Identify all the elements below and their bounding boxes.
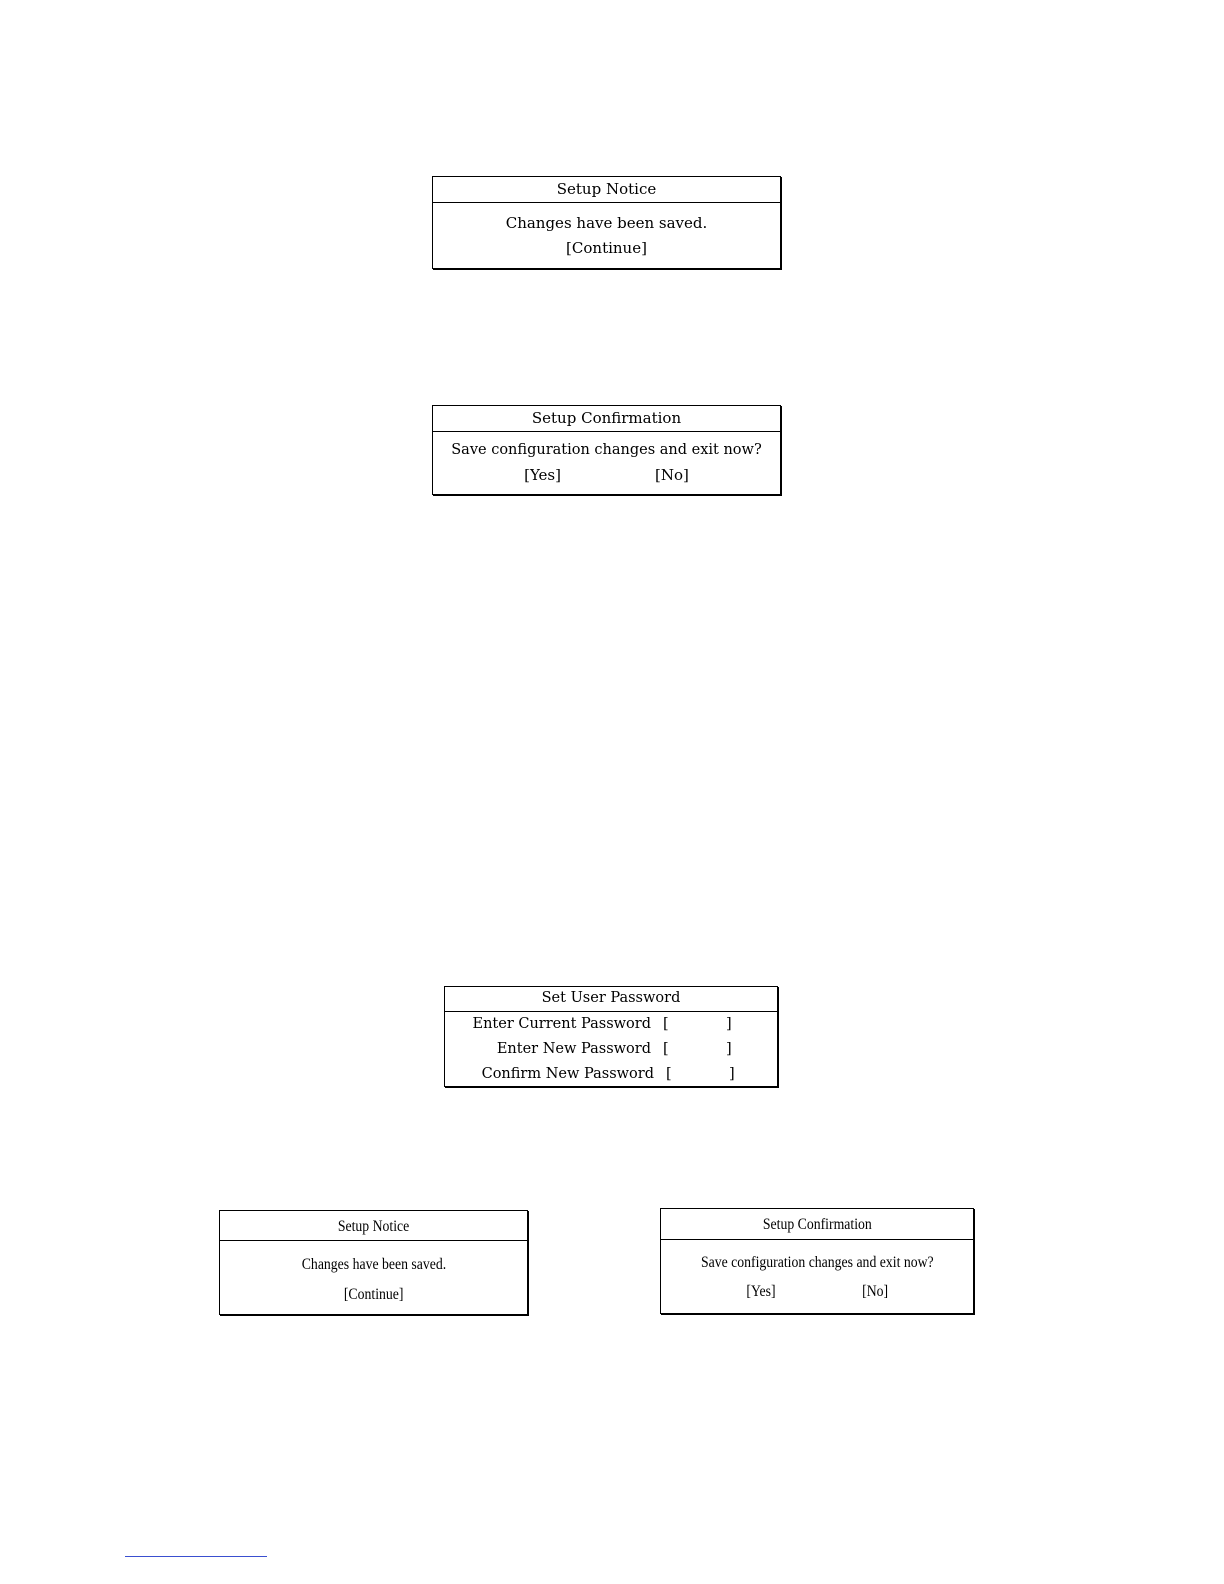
confirm-password-label: Confirm New Password bbox=[481, 1066, 654, 1082]
dialog-title: Set User Password bbox=[445, 987, 777, 1012]
no-button[interactable]: [No] bbox=[861, 1283, 888, 1300]
notice-message: Changes have been saved. bbox=[505, 214, 708, 232]
confirm-message: Save configuration changes and exit now? bbox=[451, 442, 762, 458]
setup-notice-dialog bbox=[432, 176, 781, 269]
confirm-message-text: Save configuration changes and exit now? bbox=[700, 1254, 934, 1271]
bracket-open: [ bbox=[663, 1041, 669, 1057]
continue-button-text[interactable]: [Continue] bbox=[343, 1286, 404, 1303]
setup-confirmation-dialog bbox=[432, 405, 781, 495]
dialog-body bbox=[433, 432, 780, 488]
new-password-label: Enter New Password bbox=[496, 1041, 651, 1057]
bracket-close: ] bbox=[726, 1041, 732, 1057]
no-button[interactable]: [No] bbox=[655, 466, 689, 484]
dialog-title: Setup Confirmation bbox=[433, 406, 780, 432]
yes-button[interactable]: [Yes] bbox=[746, 1283, 776, 1300]
current-password-label: Enter Current Password bbox=[472, 1016, 651, 1032]
confirm-message bbox=[661, 1249, 973, 1276]
continue-button[interactable] bbox=[220, 1278, 527, 1311]
bracket-close: ] bbox=[726, 1016, 732, 1032]
dialog-body bbox=[220, 1241, 527, 1311]
setup-confirmation-dialog-2 bbox=[660, 1208, 974, 1314]
setup-notice-dialog-2 bbox=[219, 1210, 528, 1315]
dialog-title-text: Setup Confirmation bbox=[762, 1216, 872, 1233]
dialog-body bbox=[661, 1240, 973, 1308]
dialog-title: Setup Notice bbox=[433, 177, 780, 203]
bracket-open: [ bbox=[666, 1066, 672, 1082]
password-row-new bbox=[445, 1038, 777, 1063]
dialog-body bbox=[433, 203, 780, 262]
dialog-title bbox=[661, 1209, 973, 1240]
bracket-open: [ bbox=[663, 1016, 669, 1032]
notice-message bbox=[220, 1251, 527, 1278]
notice-message-text: Changes have been saved. bbox=[301, 1256, 446, 1273]
bracket-close: ] bbox=[729, 1066, 735, 1082]
password-row-confirm bbox=[445, 1063, 777, 1088]
yes-button[interactable]: [Yes] bbox=[524, 466, 561, 484]
confirm-password-field[interactable] bbox=[676, 1067, 728, 1083]
current-password-field[interactable] bbox=[673, 1017, 725, 1033]
new-password-field[interactable] bbox=[673, 1042, 725, 1058]
dialog-title-text: Setup Notice bbox=[337, 1218, 410, 1235]
continue-button[interactable]: [Continue] bbox=[566, 239, 647, 257]
password-rows bbox=[445, 1012, 777, 1088]
set-user-password-dialog bbox=[444, 986, 778, 1087]
dialog-title bbox=[220, 1211, 527, 1241]
password-row-current bbox=[445, 1013, 777, 1038]
footnote-separator bbox=[125, 1556, 267, 1557]
